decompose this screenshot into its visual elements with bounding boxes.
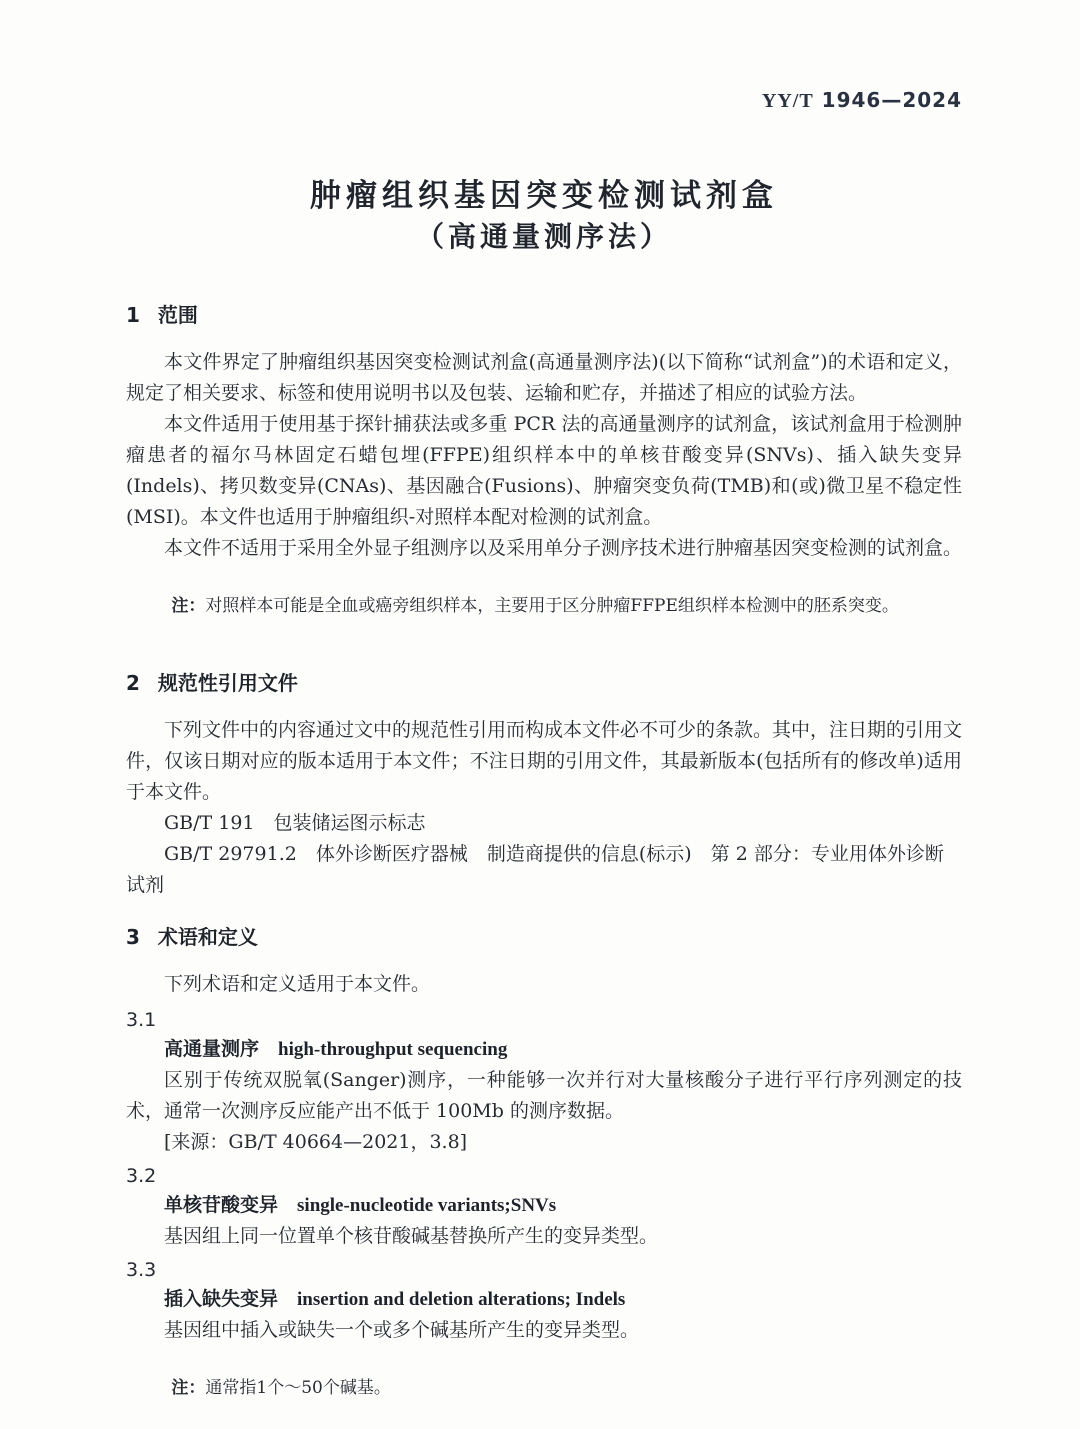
section-3-number: 3	[126, 925, 140, 949]
term-3-3	[126, 1284, 962, 1315]
section-3-title: 术语和定义	[157, 925, 258, 949]
normative-reference-2: GB/T 29791.2 体外诊断医疗器械 制造商提供的信息(标示) 第 2 部分：专业用体外诊断试剂	[126, 843, 944, 896]
note-text: 通常指1个～50个碱基。	[205, 1378, 391, 1398]
term-3-3-note	[126, 1348, 962, 1429]
normative-reference-1: GB/T 191 包装储运图示标志	[164, 812, 426, 834]
term-3-1-english: high-throughput sequencing	[278, 1039, 508, 1060]
term-3-3-chinese: 插入缺失变异	[164, 1288, 279, 1310]
section-1-heading	[126, 301, 962, 329]
section-1-note	[126, 566, 962, 647]
term-3-1	[126, 1034, 962, 1065]
section-3-heading	[126, 923, 962, 951]
document-title: 肿瘤组织基因突变检测试剂盒	[310, 178, 778, 214]
section-2-paragraph-1: 下列文件中的内容通过文中的规范性引用而构成本文件必不可少的条款。其中，注日期的引用文件，仅该日期对应的版本适用于本文件；不注日期的引用文件，其最新版本(包括所有的修改单)适用于本文件。	[126, 719, 963, 803]
section-1-paragraph-1: 本文件界定了肿瘤组织基因突变检测试剂盒(高通量测序法)(以下简称“试剂盒”)的术语和定义，规定了相关要求、标签和使用说明书以及包装、运输和贮存，并描述了相应的试验方法。	[126, 351, 962, 404]
term-3-2	[126, 1190, 962, 1221]
section-1-paragraph-3: 本文件不适用于采用全外显子组测序以及采用单分子测序技术进行肿瘤基因突变检测的试剂盒。	[164, 537, 963, 559]
clause-3-1-number: 3.1	[126, 1009, 157, 1031]
section-1-title: 范围	[157, 303, 198, 327]
term-3-1-source: [来源：GB/T 40664—2021，3.8]	[164, 1131, 468, 1153]
section-1-number: 1	[126, 303, 140, 327]
doc-number	[126, 88, 962, 113]
note-label: 注：	[171, 1378, 206, 1398]
doc-number-prefix: YY/T	[761, 90, 814, 112]
term-3-1-chinese: 高通量测序	[164, 1038, 260, 1060]
note-text: 对照样本可能是全血或癌旁组织样本，主要用于区分肿瘤FFPE组织样本检测中的胚系突变。	[205, 596, 899, 616]
section-2-title: 规范性引用文件	[157, 671, 298, 695]
note-label: 注：	[171, 596, 206, 616]
clause-3-3-number: 3.3	[126, 1259, 157, 1281]
section-1-paragraph-2: 本文件适用于使用基于探针捕获法或多重 PCR 法的高通量测序的试剂盒，该试剂盒用于检测肿瘤患者的福尔马林固定石蜡包埋(FFPE)组织样本中的单核苷酸变异(SNVs)、插入缺失变异(Indels)、拷贝数变异(CNAs)、基因融合(Fusions)、肿瘤突变负荷(TMB)和(或)微卫星不稳定性(MSI)。本文件也适用于肿瘤组织-对照样本配对检测的试剂盒。	[126, 413, 962, 528]
document-subtitle: （高通量测序法）	[415, 220, 672, 253]
term-3-2-definition: 基因组上同一位置单个核苷酸碱基替换所产生的变异类型。	[164, 1225, 659, 1247]
term-3-2-english: single-nucleotide variants;SNVs	[297, 1195, 557, 1216]
term-3-2-chinese: 单核苷酸变异	[164, 1194, 279, 1216]
term-3-1-definition: 区别于传统双脱氧(Sanger)测序，一种能够一次并行对大量核酸分子进行平行序列测定的技术，通常一次测序反应能产出不低于 100Mb 的测序数据。	[126, 1069, 962, 1122]
term-3-3-definition: 基因组中插入或缺失一个或多个碱基所产生的变异类型。	[164, 1319, 640, 1341]
section-2-heading	[126, 669, 962, 697]
section-3-intro: 下列术语和定义适用于本文件。	[164, 973, 431, 995]
section-2-number: 2	[126, 671, 140, 695]
doc-number-code: 1946—2024	[821, 88, 962, 112]
clause-3-2-number: 3.2	[126, 1165, 157, 1187]
term-3-3-english: insertion and deletion alterations; Indels	[297, 1289, 626, 1310]
